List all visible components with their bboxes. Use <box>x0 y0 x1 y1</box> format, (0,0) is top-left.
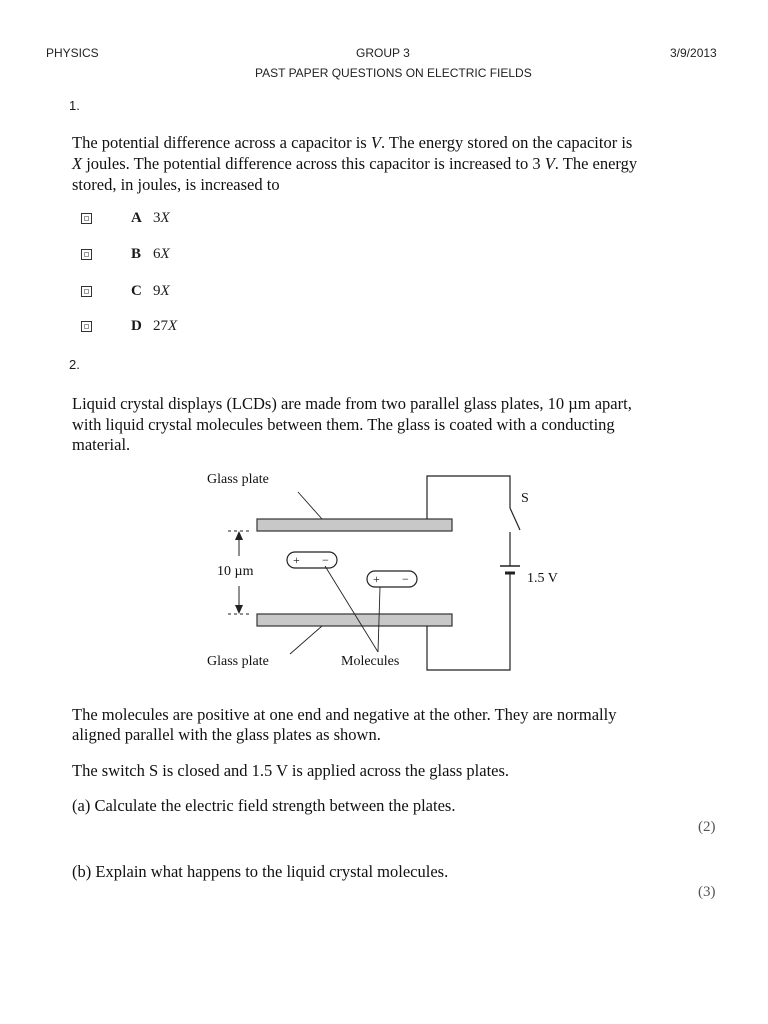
question-number-2: 2. <box>69 357 80 372</box>
q1-line-3: stored, in joules, is increased to <box>72 175 280 194</box>
q2-part-b: (b) Explain what happens to the liquid crystal molecules. <box>72 862 449 881</box>
label-switch: S <box>521 491 529 506</box>
header-date: 3/9/2013 <box>670 46 717 60</box>
option-a-letter: A <box>131 210 142 226</box>
molecule-1-minus: − <box>322 553 329 567</box>
top-glass-plate <box>257 519 452 531</box>
gap-arrowhead-bottom <box>235 605 243 614</box>
option-a-text: 3X <box>153 210 170 226</box>
bottom-glass-plate <box>257 614 452 626</box>
switch-s <box>510 508 520 530</box>
q2-intro-line-2: with liquid crystal molecules between them. The glass is coated with a conducting <box>72 415 615 434</box>
question-number-1: 1. <box>69 98 80 113</box>
molecule-1-plus: + <box>293 553 300 567</box>
q2-part-a-marks: (2) <box>698 819 716 835</box>
q2-part-b-marks: (3) <box>698 884 716 900</box>
leader-bottom-plate <box>290 626 322 654</box>
label-glass-plate-bottom: Glass plate <box>207 654 269 669</box>
option-d-letter: D <box>131 318 142 334</box>
label-gap: 10 µm <box>217 564 254 579</box>
page-title: PAST PAPER QUESTIONS ON ELECTRIC FIELDS <box>255 66 532 80</box>
q1-line-2: X joules. The potential difference across this capacitor is increased to 3 V. The energy <box>72 154 638 173</box>
header-group: GROUP 3 <box>356 46 410 60</box>
wire-top <box>427 476 510 519</box>
label-molecules: Molecules <box>341 654 400 669</box>
q2-part-a: (a) Calculate the electric field strength between the plates. <box>72 796 456 815</box>
option-c-letter: C <box>131 283 142 299</box>
molecule-2-minus: − <box>402 572 409 586</box>
option-c-text: 9X <box>153 283 170 299</box>
option-b-letter: B <box>131 246 142 262</box>
option-b-text: 6X <box>153 246 170 262</box>
q2-intro-line-1: Liquid crystal displays (LCDs) are made from two parallel glass plates, 10 µm apart, <box>72 394 632 413</box>
q2-switch-text: The switch S is closed and 1.5 V is applied across the glass plates. <box>72 761 510 780</box>
leader-top-plate <box>298 492 322 519</box>
option-d-text: 27X <box>153 318 178 334</box>
q2-intro-line-3: material. <box>72 435 131 454</box>
molecule-2-plus: + <box>373 572 380 586</box>
q2-body-line-1: The molecules are positive at one end and negative at the other. They are normally <box>72 705 617 724</box>
q1-line-1: The potential difference across a capacitor is V. The energy stored on the capacitor is <box>72 133 633 152</box>
label-glass-plate-top: Glass plate <box>207 472 269 487</box>
gap-arrowhead-top <box>235 531 243 540</box>
header-subject: PHYSICS <box>46 46 99 60</box>
label-voltage: 1.5 V <box>527 571 558 586</box>
q2-body-line-2: aligned parallel with the glass plates as shown. <box>72 725 381 744</box>
